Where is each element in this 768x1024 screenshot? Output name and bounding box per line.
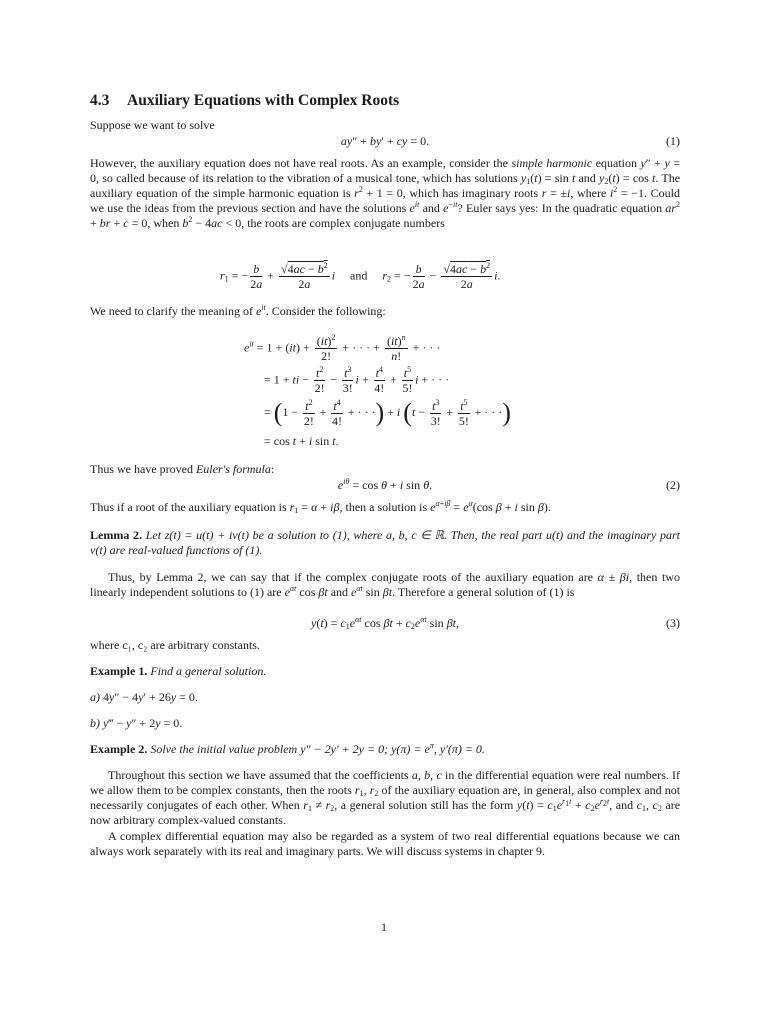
euler-derivation: $e^{it} = 1 + (it)$ + $\frac{(it)^2}{2!}$ + · · · + $\frac{(it)^n}{n!}$ + · · · = 1 + ti − $\frac{t^2}{2!}$ − $\frac{t^3}{3!}$ i + $\frac{t^4}{4!}$ + $\frac{t^5}{5!}$ i + · · · = (1 − $\frac{t^2}{2!}$ + $\frac{t^4}{4!}$ + · · ·) + i (t − $\frac{t^3}{3!}$ + $\frac{t^5}{5!}$ + · · ·) = cos t + i sin t.: [244, 333, 511, 448]
lemma-2: Lemma 2. Let z(t) = u(t) + iv(t) be a solution to (1), where a, b, c ∈ ℝ. Then, the real part u(t) and the imaginary part v(t) are real-valued functions of (1).: [90, 528, 681, 557]
example-2: Example 2. Solve the initial value problem y″ − 2y′ + 2y = 0; $y(\pi) = e^\pi$, y′(π) = 0.: [90, 741, 485, 756]
section-title: Auxiliary Equations with Complex Roots: [127, 92, 400, 109]
arbitrary-constants-text: where c₁, c₂ are arbitrary constants.: [90, 638, 260, 652]
example-1: [90, 664, 680, 679]
equation-1-tag: (1): [666, 134, 680, 148]
example-1-label: Example 1.: [90, 664, 148, 678]
euler-intro: Thus we have proved Euler's formula:: [90, 462, 275, 476]
equation-2-tag: (2): [666, 478, 680, 492]
paragraph-systems: A complex differential equation may also be regarded as a system of two real differential equations because we can always work separately with its real and imaginary parts. We will discuss systems in chapter 9.: [90, 829, 680, 858]
equation-1: ay″ + by′ + cy = 0. (1): [340, 134, 680, 148]
complex-roots-formula: $r_1$ = − $\frac{b}{2a}$ + $\frac{√4ac - b^2}{2a}$ i and $r_2$ = − $\frac{b}{2a}$ − $\frac{√4ac - b^2}{2a}$ i.: [220, 261, 501, 291]
and-connector: and: [350, 268, 368, 283]
equation-2: $e^{i\theta} = \cos \theta + i$ sin θ. (2): [337, 477, 680, 492]
section-heading: [90, 92, 399, 110]
euler-root-text: Thus if a root of the auxiliary equation is $r_1 = \alpha + i\beta$, then a solution is $e^{\alpha+i\beta} = e^\alpha(\cos$ β + i sin β).: [90, 499, 551, 515]
page-number: 1: [381, 920, 387, 934]
example-2-label: Example 2.: [90, 742, 148, 756]
paragraph-simple-harmonic: However, the auxiliary equation does not have real roots. As an example, consider the simple harmonic equation y″ + y = 0, so called because of its relation to the vibration of a musical tone, which has solutions $y_1(t) = \sin t$ and $y_2(t) = \cos t$. The auxiliary equation of the simple harmonic equation is $r^2 + 1 = 0$, which has imaginary roots r = ±i, where $i^2 = -1$. Could we use the ideas from the previous section and have the solutions $e^{it}$ and $e^{-it}$? Euler says yes: In the quadratic equation $ar^2$ + br + c = 0, when $b^2 - 4ac < 0$, the roots are complex conjugate numbers: [90, 156, 681, 230]
example-1-text: Find a general solution.: [150, 664, 267, 678]
intro-text: Suppose we want to solve: [90, 118, 215, 132]
equation-3-tag: (3): [666, 616, 680, 630]
clarify-text: We need to clarify the meaning of $e^{it}$. Consider the following:: [90, 303, 386, 318]
example-1b: b) y‴ − y″ + 2y = 0.: [90, 716, 183, 730]
paragraph-complex-coefficients: Throughout this section we have assumed that the coefficients a, b, c in the differential equation were real numbers. If we allow them to be complex constants, then the roots $r_1$, $r_2$ of the auxiliary equation are, in general, also complex and not necessarily conjugates of each other. When $r_1 \ne r_2$, a general solution still has the form $y(t) = c_1e^{r_1t} + c_2e^{r_2t}$, and $c_1$, $c_2$ are now arbitrary complex-valued constants.: [90, 768, 681, 827]
paragraph-general-solution: Thus, by Lemma 2, we can say that if the complex conjugate roots of the auxiliary equation are α ± βi, then two linearly independent solutions to (1) are $e^{\alpha t}$ cos βt and $e^{\alpha t}$ sin βt. Therefore a general solution of (1) is: [90, 570, 680, 599]
equation-3: $y(t) = c_1e^{\alpha t}$ $\cos \beta t + c_2e^{\alpha t}$ sin βt, (3): [310, 615, 680, 631]
section-number: 4.3: [90, 92, 110, 109]
lemma-label: Lemma 2.: [90, 528, 143, 542]
example-1a: a) 4y″ − 4y′ + 26y = 0.: [90, 690, 198, 704]
